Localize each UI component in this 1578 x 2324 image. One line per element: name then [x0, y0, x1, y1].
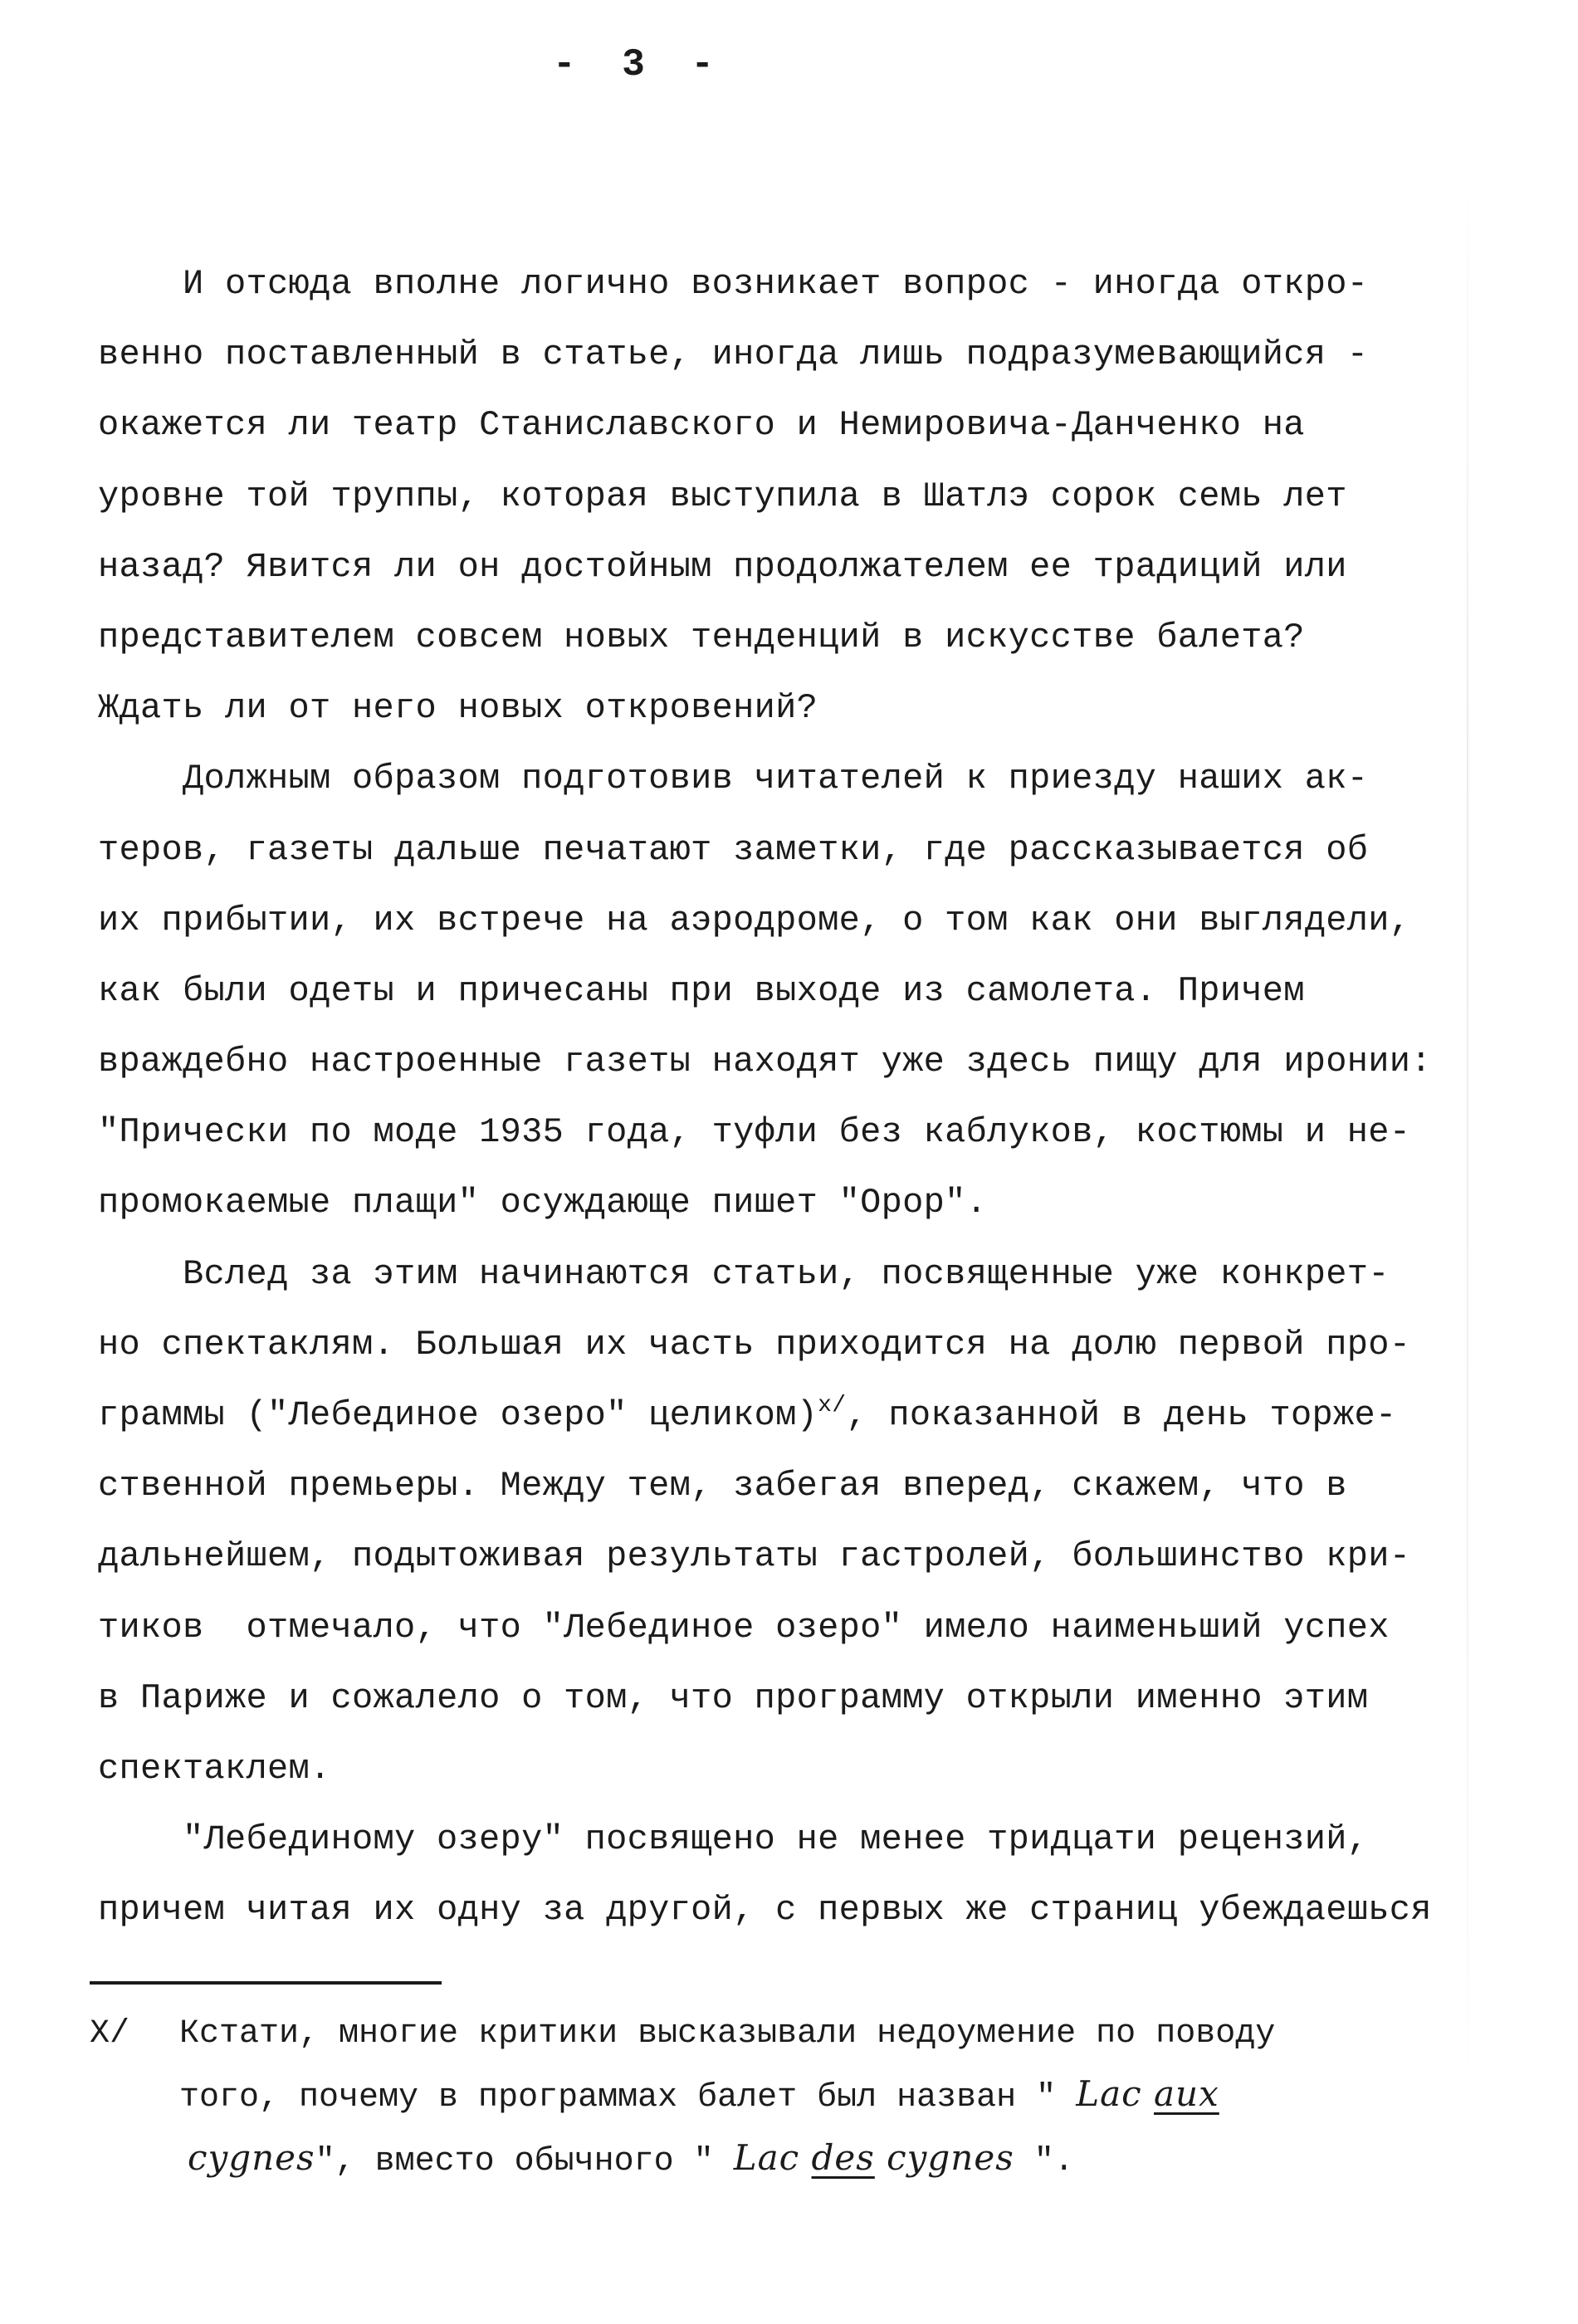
text-line: ственной премьеры. Между тем, забегая вперед, скажем, что в — [98, 1466, 1347, 1506]
footnote-marker: X/ — [90, 2015, 130, 2053]
text-line: теров, газеты дальше печатают заметки, где рассказывается об — [98, 829, 1369, 870]
text-line: Вслед за этим начинаются статьи, посвященные уже конкрет- — [183, 1253, 1390, 1294]
footnote-text: ". — [1014, 2143, 1074, 2180]
text-line: тиков отмечало, что "Лебединое озеро" имело наименьший успех — [98, 1607, 1390, 1648]
text-line: представителем совсем новых тенденций в искусстве балета? — [98, 617, 1305, 657]
text-line-part: граммы ("Лебединое озеро" целиком) — [98, 1395, 818, 1435]
page-number: - 3 - — [552, 43, 726, 86]
text-line: промокаемые плащи" осуждающе пишет "Орор". — [98, 1183, 988, 1223]
text-line: спектаклем. — [98, 1748, 331, 1789]
footnote-separator — [90, 1981, 442, 1985]
text-line: Должным образом подготовив читателей к приезду наших ак- — [183, 759, 1369, 799]
body-text — [98, 249, 1459, 1946]
text-line: в Париже и сожалело о том, что программу открыли именно этим — [98, 1677, 1369, 1718]
footnote-text: ", вместо обычного " — [315, 2143, 734, 2180]
text-line: как были одеты и причесаны при выходе из самолета. Причем — [98, 970, 1305, 1011]
text-line: окажется ли театр Станиславского и Немировича-Данченко на — [98, 405, 1305, 446]
footnote-text: того, почему в программах балет был назван " — [179, 2079, 1077, 2116]
text-line: "Прически по моде 1935 года, туфли без каблуков, костюмы и не- — [98, 1112, 1411, 1153]
text-line: "Лебединому озеру" посвящено не менее тридцати рецензий, — [183, 1819, 1369, 1860]
footnote-text: Кстати, многие критики высказывали недоумение по поводу — [179, 2015, 1276, 2053]
text-line: И отсюда вполне логично возникает вопрос - иногда откро- — [183, 264, 1369, 304]
text-line: уровне той труппы, которая выступила в Шатлэ сорок семь лет — [98, 476, 1347, 516]
handwritten-text: cygnes — [188, 2137, 315, 2178]
text-line: причем читая их одну за другой, с первых же страниц убеждаешься — [98, 1890, 1432, 1931]
footnote-line — [90, 2063, 1418, 2125]
text-line-part: , показанной в день торже- — [846, 1395, 1397, 1435]
text-line: венно поставленный в статье, иногда лишь подразумевающийся - — [98, 334, 1369, 375]
text-line: но спектаклям. Большая их часть приходится на долю первой про- — [98, 1324, 1411, 1365]
text-line: назад? Явится ли он достойным продолжателем ее традиций или — [98, 546, 1347, 587]
footnote-reference: x/ — [818, 1393, 847, 1418]
handwritten-text: Lac — [733, 2137, 812, 2178]
handwritten-underlined-text: des — [811, 2137, 875, 2178]
text-line: дальнейшем, подытоживая результаты гастролей, большинство кри- — [98, 1536, 1411, 1577]
footnote-line — [90, 2005, 1418, 2063]
handwritten-text: cygnes — [874, 2137, 1014, 2178]
handwritten-underlined-text: aux — [1154, 2073, 1219, 2114]
text-line: враждебно настроенные газеты находят уже здесь пищу для иронии: — [98, 1042, 1432, 1082]
text-line: их прибытии, их встрече на аэродроме, о том как они выглядели, — [98, 900, 1411, 940]
text-line: Ждать ли от него новых откровений? — [98, 688, 818, 729]
handwritten-text: Lac — [1076, 2073, 1154, 2114]
footnote-line — [90, 2125, 1418, 2191]
paper-edge-shadow — [1467, 149, 1468, 2141]
text-line-with-footnote-mark — [98, 1380, 1459, 1451]
footnote — [90, 2005, 1418, 2191]
